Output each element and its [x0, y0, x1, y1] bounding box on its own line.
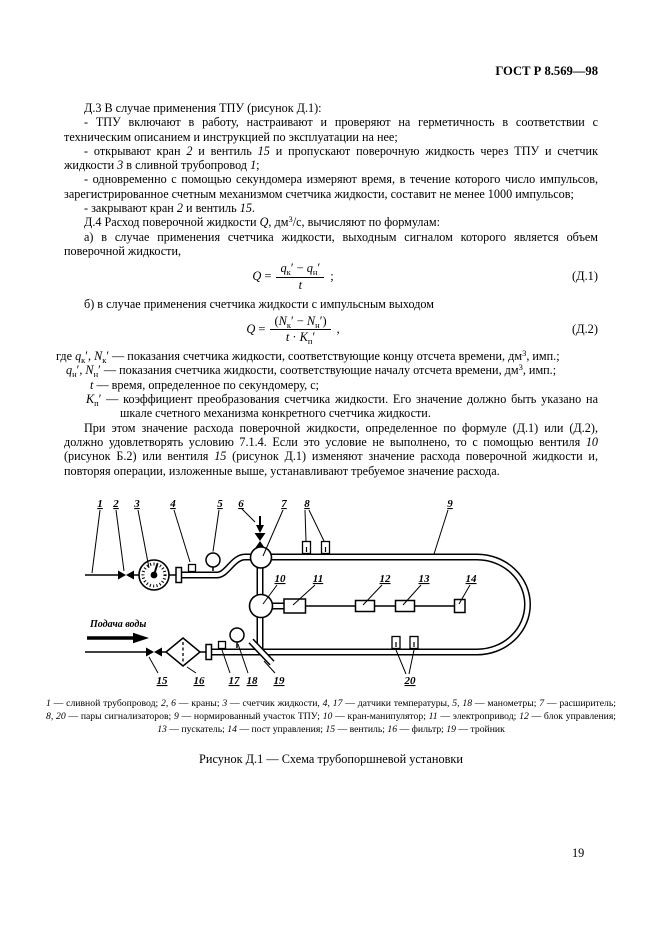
- standard-number-header: ГОСТ Р 8.569—98: [495, 64, 598, 78]
- definition-kp: $K_п'$ — коэффициент преобразования счетчика жидкости. Его значение должно быть указано на шкале счетного механизма конкретного счетчика жидкости.: [86, 392, 598, 421]
- diagram-label-11: 11: [312, 572, 324, 585]
- valve-icon-15: [146, 647, 162, 656]
- page-number: 19: [572, 846, 585, 860]
- diagram-label-10: 10: [274, 572, 286, 585]
- manometer-icon-5: [206, 553, 220, 571]
- diagram-label-17: 17: [228, 674, 240, 687]
- figure-caption: 1 — сливной трубопровод; 2, 6 — краны; 3 — счетчик жидкости, 4, 17 — датчики температуры, 5, 18 — манометры; 7 — расширитель; 8, 20 — пары сигнализаторов; 9 — нормированный участок ТПУ; 10 — кран-манипулятор; 11 — электропривод; 12 — блок управления; 13 — пускатель; 14 — пост управления; 15 — вентиль; 16 — фильтр; 19 — тройник: [46, 697, 617, 735]
- body-text: [56, 101, 598, 478]
- formula-d1: [64, 262, 598, 292]
- definition-qn-nn: $q_н'$, $N_н'$ — показания счетчика жидкости, соответствующие началу отсчета времени, $дм^3$, имп.;: [66, 362, 557, 380]
- paragraph-case-b: б) в случае применения счетчика жидкости с импульсным выходом: [84, 296, 434, 311]
- diagram-label-9: 9: [447, 497, 453, 510]
- paragraph-d3-item1: - ТПУ включают в работу, настраивают и проверяют на герметичность в соответствии с техническим описанием и инструкцией по эксплуатации на нее;: [64, 115, 598, 144]
- formula-d2: [64, 315, 598, 345]
- water-supply-label: Подача воды: [90, 618, 147, 630]
- paragraph-d4: Д.4 Расход поверочной жидкости Q, $дм^3/с$, вычисляют по формулам:: [84, 214, 441, 230]
- variable-definitions: [56, 348, 598, 421]
- diagram-label-19: 19: [273, 674, 285, 687]
- diagram-label-1: 1: [97, 497, 103, 510]
- formula-d2-label: (Д.2): [572, 322, 598, 337]
- flow-meter-icon: [139, 560, 169, 590]
- temperature-sensor-icon-17: [219, 641, 226, 648]
- flange-icon-lower: [206, 644, 212, 659]
- paragraph-d3-item3: - одновременно с помощью секундомера измеряют время, в течение которого число импульсов, зарегистрированное счетным механизмом счетчика жидкости, составит не менее 1000 импульсов;: [64, 172, 598, 201]
- page-content: [46, 64, 617, 767]
- paragraph-d3: Д.3 В случае применения ТПУ (рисунок Д.1):: [84, 101, 322, 115]
- diagram-label-15: 15: [156, 674, 168, 687]
- control-unit-box: [356, 600, 375, 611]
- piping-installation-diagram: [82, 488, 552, 693]
- definition-t: t — время, определенное по секундомеру, с;: [90, 377, 320, 392]
- formula-d1-expression: Q = $\frac{q_к' - q_н'}{t}$ ;: [252, 261, 334, 292]
- diagram-label-4: 4: [170, 497, 176, 510]
- electric-drive-box: [284, 599, 306, 613]
- expander-icon: [251, 547, 272, 568]
- diagram-label-13: 13: [418, 572, 430, 585]
- diagram-label-6: 6: [238, 497, 244, 510]
- filter-icon: [166, 638, 200, 666]
- diagram-label-20: 20: [404, 674, 416, 687]
- signal-sensors-icon-8: [303, 541, 330, 553]
- flange-icon-upper: [176, 567, 182, 582]
- control-post-box: [455, 599, 466, 612]
- definition-qk-nk: где $q_к'$, $N_к'$ — показания счетчика жидкости, соответствующие концу отсчета времени, $дм^3$, имп.;: [56, 348, 560, 366]
- diagram-label-18: 18: [246, 674, 258, 687]
- diagram-label-14: 14: [465, 572, 477, 585]
- valve-icon-6: [255, 516, 266, 549]
- diagram-label-3: 3: [134, 497, 140, 510]
- paragraph-d3-item4: - закрывают кран 2 и вентиль 15.: [84, 201, 255, 216]
- diagram-label-7: 7: [281, 497, 287, 510]
- water-supply-arrow-icon: [87, 633, 149, 643]
- signal-sensors-icon-20: [392, 636, 418, 648]
- figure-title: Рисунок Д.1 — Схема трубопоршневой установки: [199, 751, 463, 766]
- paragraph-case-a: а) в случае применения счетчика жидкости, выходным сигналом которого является объем поверочной жидкости,: [64, 229, 598, 258]
- diagram-label-12: 12: [379, 572, 391, 585]
- diagram-label-8: 8: [304, 497, 310, 510]
- diagram-labels: [97, 498, 477, 687]
- formula-d2-expression: Q = $\frac{(N_к' - N_н')}{t \cdot K_п'}$ ,: [246, 313, 340, 347]
- valve-icon-2: [118, 570, 134, 579]
- diagram-label-2: 2: [113, 497, 119, 510]
- temperature-sensor-icon-4: [189, 564, 196, 571]
- formula-d1-label: (Д.1): [572, 269, 598, 284]
- paragraph-d3-item2: - открывают кран 2 и вентиль 15 и пропускают поверочную жидкость через ТПУ и счетчик жидкости 3 в сливной трубопровод 1;: [64, 143, 598, 173]
- manometer-icon-18: [230, 628, 244, 648]
- crane-manipulator-icon: [250, 594, 273, 617]
- diagram-label-16: 16: [193, 674, 205, 687]
- diagram-label-5: 5: [217, 497, 223, 510]
- paragraph-final: При этом значение расхода поверочной жидкости, определенное по формуле (Д.1) или (Д.2), должно удовлетворять условию 7.1.4. Если это условие не выполнено, то с помощью вентиля 10 (рисунок Б.2) или вентиля 15 (рисунок Д.1) изменяют значение расхода поверочной жидкости и, повторяя операции, изложенные выше, устанавливают требуемое значение расхода.: [64, 420, 598, 478]
